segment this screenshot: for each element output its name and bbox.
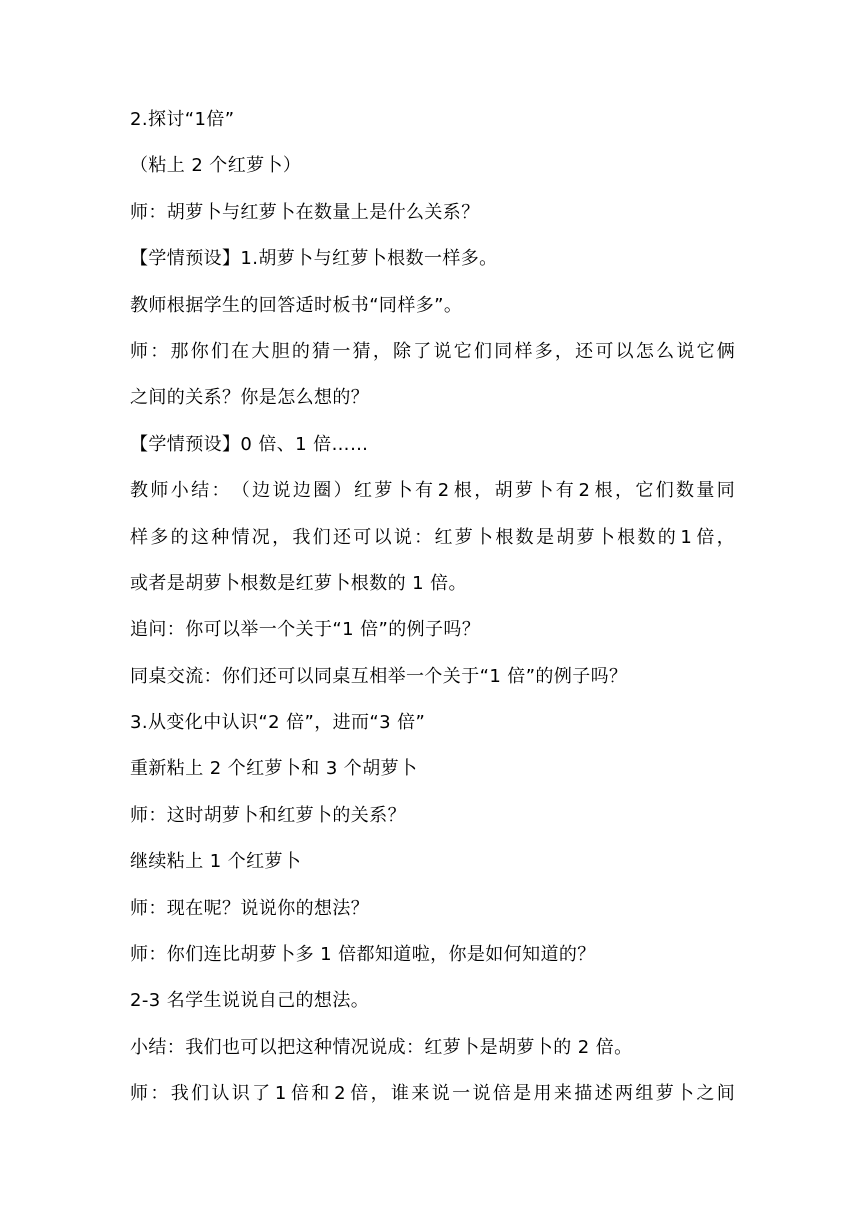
character-glyph: 红 (434, 526, 453, 548)
character-glyph: 圈 (313, 480, 332, 502)
character-glyph: 根 (617, 526, 636, 548)
character-glyph: 说 (393, 526, 412, 548)
character-glyph: 多 (150, 526, 169, 548)
character-glyph: ： (414, 526, 433, 548)
character-glyph: 来 (411, 1083, 430, 1105)
character-glyph: 卜 (535, 480, 554, 502)
character-glyph: 组 (635, 1083, 654, 1105)
character-glyph: 还 (575, 340, 594, 362)
character-glyph: 们 (312, 526, 331, 548)
character-glyph: 它 (635, 480, 654, 502)
character-glyph: 么 (656, 340, 675, 362)
character-glyph: 样 (514, 340, 533, 362)
character-glyph: 述 (594, 1083, 613, 1105)
character-glyph: 根 (453, 480, 472, 502)
character-glyph: 说 (676, 340, 695, 362)
character-glyph: 数 (515, 526, 534, 548)
character-glyph: 胆 (271, 340, 290, 362)
character-glyph: 和 (311, 1083, 330, 1105)
character-glyph: 描 (574, 1083, 593, 1105)
character-glyph: 卜 (475, 526, 494, 548)
section-heading-2-times: 3.从变化中认识“2 倍”，进而“3 倍” (130, 712, 426, 734)
paragraph-line: 师：这时胡萝卜和红萝卜的关系？ (130, 804, 406, 826)
paragraph-line: 教师根据学生的回答适时板书“同样多”。 (130, 294, 463, 316)
character-glyph: 们 (655, 480, 674, 502)
paragraph-line-justified (130, 526, 735, 550)
character-glyph: ， (372, 340, 391, 362)
character-glyph: ， (272, 526, 291, 548)
character-glyph: 倍 (350, 1083, 369, 1105)
character-glyph: 萝 (576, 526, 595, 548)
character-glyph: 卜 (676, 1083, 695, 1105)
character-glyph: 来 (553, 1083, 572, 1105)
character-glyph: 教 (130, 480, 148, 502)
paragraph-line: 继续粘上 1 个红萝卜 (130, 851, 302, 873)
character-glyph: 根 (594, 480, 613, 502)
character-glyph: 倍 (492, 1083, 511, 1105)
paragraph-line: 师：胡萝卜与红萝卜在数量上是什么关系？ (130, 201, 480, 223)
character-glyph: 2 (578, 480, 590, 502)
character-glyph: 除 (393, 340, 412, 362)
character-glyph: 胡 (556, 526, 575, 548)
paragraph-line: 2-3 名学生说说自己的想法。 (130, 990, 370, 1012)
character-glyph: 之 (696, 1083, 715, 1105)
character-glyph: 况 (251, 526, 270, 548)
paragraph-line: 师：现在呢？说说你的想法？ (130, 897, 370, 919)
character-glyph: 萝 (454, 526, 473, 548)
character-glyph: 了 (413, 340, 432, 362)
character-glyph: 红 (353, 480, 372, 502)
character-glyph: ， (370, 1083, 389, 1105)
character-glyph: 你 (190, 340, 209, 362)
character-glyph: 它 (696, 340, 715, 362)
character-glyph: 猜 (312, 340, 331, 362)
character-glyph: 2 (334, 1083, 346, 1105)
character-glyph: 说 (472, 1083, 491, 1105)
character-glyph: 的 (170, 526, 189, 548)
character-glyph: 小 (170, 480, 189, 502)
character-glyph: 认 (211, 1083, 230, 1105)
paragraph-line: 之间的关系？你是怎么想的？ (130, 387, 370, 409)
character-glyph: 的 (657, 526, 676, 548)
character-glyph: 间 (716, 1083, 735, 1105)
character-glyph: 它 (453, 340, 472, 362)
document-body (130, 108, 735, 1129)
paragraph-line-justified (130, 340, 735, 364)
character-glyph: 边 (292, 480, 311, 502)
character-glyph: 猜 (352, 340, 371, 362)
character-glyph: 倍 (291, 1083, 310, 1105)
paragraph-line: 小结：我们也可以把这种情况说成：红萝卜是胡萝卜的 2 倍。 (130, 1036, 633, 1058)
character-glyph: 们 (191, 1083, 210, 1105)
character-glyph: 同 (494, 340, 513, 362)
paragraph-line: （粘上 2 个红萝卜） (130, 155, 302, 177)
character-glyph: 可 (595, 340, 614, 362)
paragraph-line: 重新粘上 2 个红萝卜和 3 个胡萝卜 (130, 758, 418, 780)
character-glyph: 一 (452, 1083, 471, 1105)
character-glyph: 怎 (635, 340, 654, 362)
character-glyph: 倍 (696, 526, 715, 548)
character-glyph: 2 (437, 480, 450, 502)
character-glyph: ， (614, 480, 633, 502)
character-glyph: ） (333, 480, 352, 502)
character-glyph: 谁 (391, 1083, 410, 1105)
character-glyph: 以 (373, 526, 392, 548)
character-glyph: 同 (716, 480, 735, 502)
character-glyph: 还 (332, 526, 351, 548)
character-glyph: 1 (680, 526, 692, 548)
character-glyph: 以 (615, 340, 634, 362)
character-glyph: 结 (191, 480, 210, 502)
character-glyph: 卜 (394, 480, 413, 502)
character-glyph: 是 (513, 1083, 532, 1105)
character-glyph: 种 (211, 526, 230, 548)
character-glyph: 大 (251, 340, 270, 362)
paragraph-line: 或者是胡萝卜根数是红萝卜根数的 1 倍。 (130, 572, 467, 594)
character-glyph: 们 (473, 340, 492, 362)
character-glyph: ， (554, 340, 573, 362)
character-glyph: 萝 (515, 480, 533, 502)
character-glyph: 样 (130, 526, 148, 548)
character-glyph: （ (231, 480, 250, 502)
paragraph-line: 师：你们连比胡萝卜多 1 倍都知道啦，你是如何知道的？ (130, 944, 596, 966)
character-glyph: ： (211, 480, 230, 502)
paragraph-line: 【学情预设】1.胡萝卜与红萝卜根数一样多。 (130, 248, 498, 270)
character-glyph: 我 (170, 1083, 189, 1105)
character-glyph: 情 (231, 526, 250, 548)
character-glyph: ， (716, 526, 735, 548)
paragraph-line-justified (130, 479, 735, 503)
character-glyph: ： (150, 1083, 169, 1105)
character-glyph: 师 (130, 1083, 148, 1105)
character-glyph: 两 (614, 1083, 633, 1105)
character-glyph: 识 (231, 1083, 250, 1105)
character-glyph: 说 (431, 1083, 450, 1105)
character-glyph: 有 (555, 480, 574, 502)
character-glyph: 量 (696, 480, 715, 502)
character-glyph: 俩 (716, 340, 735, 362)
paragraph-line: 追问：你可以举一个关于“1 倍”的例子吗？ (130, 619, 481, 641)
character-glyph: 用 (533, 1083, 552, 1105)
character-glyph: 那 (170, 340, 189, 362)
character-glyph: 是 (535, 526, 554, 548)
character-glyph: 有 (415, 480, 434, 502)
character-glyph: 师 (150, 480, 169, 502)
character-glyph: 可 (353, 526, 372, 548)
character-glyph: 多 (534, 340, 553, 362)
character-glyph: 说 (272, 480, 291, 502)
character-glyph: 这 (190, 526, 209, 548)
character-glyph: 根 (495, 526, 514, 548)
paragraph-line-justified (130, 1082, 735, 1106)
character-glyph: 数 (637, 526, 656, 548)
character-glyph: 说 (433, 340, 452, 362)
section-heading-1-times: 2.探讨“1倍” (130, 109, 235, 130)
character-glyph: 胡 (494, 480, 513, 502)
character-glyph: 一 (332, 340, 351, 362)
character-glyph: 数 (676, 480, 695, 502)
character-glyph: 萝 (374, 480, 393, 502)
character-glyph: 师 (130, 340, 148, 362)
character-glyph: 的 (291, 340, 310, 362)
character-glyph: 1 (274, 1083, 287, 1105)
character-glyph: 在 (231, 340, 250, 362)
character-glyph: ， (474, 480, 493, 502)
character-glyph: 们 (210, 340, 229, 362)
character-glyph: 边 (252, 480, 271, 502)
character-glyph: ： (150, 340, 169, 362)
paragraph-line: 同桌交流：你们还可以同桌互相举一个关于“1 倍”的例子吗？ (130, 665, 628, 687)
character-glyph: 我 (292, 526, 311, 548)
character-glyph: 萝 (655, 1083, 674, 1105)
character-glyph: 了 (252, 1083, 271, 1105)
paragraph-line: 【学情预设】0 倍、1 倍…… (130, 433, 369, 455)
character-glyph: 卜 (596, 526, 615, 548)
